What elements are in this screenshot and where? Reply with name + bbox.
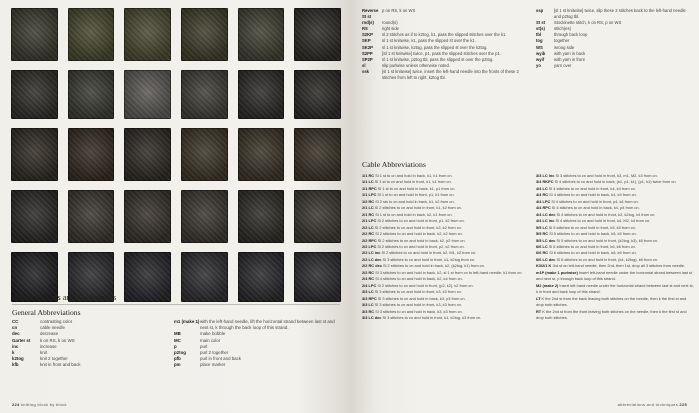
cable-definition: Sl 3 stitches to cn and hold in front, k3, k3 from cn. (374, 289, 462, 295)
abbreviation-term: ssk (362, 68, 369, 74)
running-title-left: knitting block by block (21, 402, 67, 407)
cable-entry (536, 283, 694, 296)
cable-definition: Sl 1 st to cn and hold in back, k1, k1 from cn. (375, 173, 453, 178)
cable-definition: Sl 4 stitches to cn and hold in front, k2, k2tog, k4 from cn. (556, 211, 656, 217)
knit-swatch-image (238, 190, 285, 243)
general-abbreviations-col2 (174, 319, 344, 369)
cable-term: 2/2 RC (362, 231, 376, 237)
cable-definition: K the 2nd st from the front leaving both stitches on the needle, then k the first st and drop both stitches. (536, 308, 687, 320)
cable-term: 4/4 LC inc (536, 218, 556, 224)
abbreviation-entry (362, 69, 522, 81)
abbreviation-term: cn (12, 325, 18, 331)
abbreviation-definition: right side (382, 26, 399, 32)
cable-term: 5/5 LC (536, 224, 549, 230)
knit-swatch-image (124, 70, 171, 119)
cable-term: 1/2 RC (362, 198, 376, 204)
cable-definition: 3rd st on left-hand needle, then 2nd, then 1st, drop all 3 stitches from needle. (552, 263, 686, 269)
cable-definition: Sl 6 stitches to cn and hold in front, (k4, k2tog), k6 from cn. (556, 256, 658, 262)
swatch-row (11, 70, 341, 119)
cable-definition: Sl 3 stitches to cn and hold in back, k3, p3 from cn. (377, 295, 466, 301)
abbreviation-definition: stitch(es) (554, 26, 571, 32)
knit-swatch-image (11, 190, 58, 243)
abbreviation-definition: [sl 1 st knitwise] twice, insert the left-hand needle into the fronts of these 2 stitches from left to right, k2tog tbl. (382, 68, 519, 81)
cable-term: 1/1 RPC (362, 185, 378, 191)
general-abbreviations-col1 (12, 319, 162, 369)
abbreviation-term: SP2P (362, 56, 373, 62)
cable-term: 3/3 RC (362, 308, 376, 314)
abbreviation-definition: through back loop (554, 32, 588, 38)
abbreviation-term: p2tog (174, 350, 186, 356)
cable-term: 3/4 RKPC (536, 179, 555, 185)
cable-definition: Sl 1 st to cn and hold in back, k2, k1 from cn. (375, 211, 453, 217)
abbreviation-entry (536, 8, 691, 20)
cable-term: 6/6 LC (536, 243, 549, 249)
abbreviation-definition: [sl 1 st knitwise] twice, slip these 2 stitches back to the left-hand needle and p2tog tbl. (554, 8, 686, 20)
cable-definition: Sl 2 stitches to cn and hold in back, k2, p2 from cn. (377, 237, 466, 243)
knit-swatch-image (238, 70, 285, 119)
cable-definition: Sl 1 st to cn and hold in front, k1, k1 from cn. (374, 179, 452, 185)
knit-swatch-image (124, 128, 171, 181)
abbreviation-term: S2PP (362, 50, 373, 56)
cable-definition: Sl 1 st to cn and hold in front, p1, k1 from cn. (377, 192, 455, 198)
knit-swatch-image (124, 8, 171, 61)
knit-swatch-image (181, 252, 228, 302)
cable-term: 4/4 RPC (536, 205, 552, 211)
cable-definition: Sl 2 stitches to cn and hold in front, k2, k2 from cn. (374, 224, 462, 230)
stitch-abbreviations-col1 (362, 8, 522, 81)
cable-definition: Sl 6 stitches to cn and hold in front, k6, k6 from cn. (548, 243, 636, 249)
abbreviation-term: yo (536, 62, 541, 68)
abbreviation-entry (174, 362, 344, 368)
abbreviation-term: wyif (536, 56, 545, 62)
cable-term: 2/1 RC (362, 211, 376, 217)
abbreviation-term: MB (174, 331, 181, 337)
left-footer (12, 402, 67, 407)
cable-definition: Sl 5 stitches to cn and hold in back, k5, k5 from cn. (549, 231, 637, 237)
abbreviation-term: ssp (536, 8, 544, 13)
cable-term: 2/2 LC inc (362, 250, 382, 256)
cable-definition: Sl 3 stitches to cn and hold in back, k3, k3 from cn. (375, 308, 463, 314)
abbreviation-definition: sl 1 st knitwise, k2tog, pass the slipped st over the k2tog. (382, 44, 488, 50)
cable-definition: Sl 4 stitches to cn and hold in front, k4, M2, k4 from cn. (555, 218, 651, 224)
right-page (350, 0, 699, 413)
cable-definition: Sl 4 stitches to cn and hold in front, p4, k4 from cn. (551, 198, 639, 204)
abbreviation-term: pfb (174, 356, 181, 362)
knit-swatch-image (238, 128, 285, 181)
cable-term: 1/1 LC (362, 179, 375, 185)
abbreviation-definition: k on RS, k on WS (40, 337, 75, 343)
swatch-row (11, 190, 341, 243)
cable-definition: Insert left-hand needle under the horizontal strand between last st and next st, p through back loop of this strand. (536, 269, 693, 282)
abbreviation-term: wyib (536, 50, 546, 56)
cable-definition: Sl 4 stitches to cn and hold in back, (k1, p1, k1), (p1, k1) twice from cn. (554, 179, 677, 185)
cable-definition: Sl 2 stitches to cn and hold in front, k2, M1, k2 from cn. (381, 250, 477, 256)
cable-definition: Sl 4 stitches to cn and hold in back, k4, p4 from cn. (551, 205, 640, 211)
cable-term: 2/2 RC (362, 269, 376, 275)
cable-definition: Sl 2 stitches to cn and hold in back, k2, k2 from cn. (375, 231, 463, 237)
knit-swatch-image (181, 128, 228, 181)
cable-definition: Sl 3 stitches to cn and hold in front, k1, k2tog, k3 from cn. (382, 314, 482, 320)
abbreviation-definition: p on RS, k on WS (382, 8, 416, 13)
cable-definition: Sl 4 stitches to cn and hold in back, k4, k4 from cn. (549, 192, 637, 198)
page-number-left: 224 (12, 402, 20, 407)
swatch-grid (11, 8, 341, 311)
cable-term: 4/4 RC (536, 192, 550, 198)
abbreviation-definition: make bobble (200, 331, 226, 337)
knit-swatch-image (11, 128, 58, 181)
cable-term: 2/2 LC (362, 224, 375, 230)
cable-definition: Sl 5 stitches to cn and hold in front, (k2tog, k3), k5 from cn. (556, 237, 658, 243)
running-title-right: abbreviations and techniques (617, 402, 678, 407)
abbreviation-term: Garter st (12, 337, 31, 343)
cable-definition: Sl 2 stitches to cn and hold in front, p1, k2 from cn. (377, 218, 465, 224)
cable-definition: Sl 4 stitches to cn and hold in front, k4, k4 from cn. (548, 185, 636, 191)
cable-term: 6/6 RC (536, 250, 550, 256)
cable-definition: Sl 4 stitches to cn and hold in back, k2, k4 from cn. (375, 276, 463, 282)
abbreviation-definition: with yarn in back (554, 50, 586, 56)
cable-term: 2/2 RPC (362, 237, 378, 243)
abbreviation-definition: purl (200, 343, 208, 349)
abbreviation-term: kfb (12, 362, 19, 368)
abbreviation-definition: sl 1 st knitwise, k1, pass the slipped st over the k1. (382, 38, 476, 44)
abbreviation-term: sl (362, 62, 366, 68)
abbreviation-definition: Stockinette stitch, k on RS, p on WS (554, 20, 622, 26)
cable-definition: Sl 3 stitches to cn and hold in back, k2, sl 1 st from cn to left-hand needle, k1 from cn. (375, 269, 523, 275)
cable-term: 4/4 LC dec (536, 211, 557, 217)
abbreviation-term: S2KP (362, 32, 373, 38)
cable-definition: Sl 6 stitches to cn and hold in back, k6, k6 from cn. (549, 250, 637, 256)
abbreviation-term: inc (12, 343, 19, 349)
knit-swatch-image (294, 190, 341, 243)
knit-swatch-image (11, 8, 58, 61)
abbreviation-definition: with the left-hand needle, lift the horizontal strand between last st and next st, k through the back loop of this strand. (200, 319, 335, 331)
abbreviation-definition: together (554, 38, 570, 44)
abbreviation-definition: yarn over (554, 62, 572, 68)
abbreviation-definition: increase (40, 343, 57, 349)
cable-definition: Sl 2 stitches to cn and hold in back, k2, (k2tog, k1) from cn. (382, 263, 485, 269)
abbreviation-definition: [Sl 1 st knitwise] twice, p1, pass the slipped stitches over the p1. (382, 50, 501, 56)
cable-term: 3/3 LC inc (536, 173, 556, 178)
abbreviation-term: tog (536, 38, 543, 44)
cable-definition: Sl 2 sts to cn and hold in back, k1, k2 from cn. (375, 198, 455, 204)
cable-term: 2/2 RC dec (362, 263, 383, 269)
knit-swatch-image (294, 252, 341, 302)
cable-definition: Sl 3 stitches to cn and hold in front, k1, k2tog from cn. (382, 256, 476, 262)
knit-swatch-image (68, 70, 115, 119)
cable-term: 3/3 LC (362, 289, 375, 295)
abbreviation-term: rnd(s) (362, 20, 374, 26)
cable-definition: Sl 3 stitches to cn and hold in front, k3, m1, M2, k3 from cn. (555, 173, 658, 178)
knit-swatch-image (294, 70, 341, 119)
swatch-row (11, 8, 341, 61)
knit-swatch-image (11, 70, 58, 119)
abbreviation-entry (536, 63, 691, 69)
abbreviation-term: SK2P (362, 44, 373, 50)
section-title: Abbreviations and Techniques (12, 292, 117, 302)
abbreviation-term: k (12, 350, 15, 356)
knit-swatch-image (238, 252, 285, 302)
knit-swatch-image (238, 8, 285, 61)
abbreviation-term: RS (362, 26, 368, 32)
subsection-title: General Abbreviations (12, 308, 81, 317)
abbreviation-definition: main color (200, 337, 221, 343)
knit-swatch-image (68, 128, 115, 181)
abbreviation-term: k2tog (12, 356, 24, 362)
knit-swatch-image (181, 8, 228, 61)
cable-abbreviations-title: Cable Abbreviations (362, 160, 426, 169)
abbreviation-definition: purl in front and back (200, 356, 242, 362)
abbreviation-term: tbl (536, 32, 542, 38)
cable-term: 3/3 RPC (362, 295, 378, 301)
abbreviation-term: m1 (make 1) (174, 319, 200, 324)
abbreviation-definition: round(s) (382, 20, 398, 26)
knit-swatch-image (124, 252, 171, 302)
abbreviation-definition: knit 2 together (40, 356, 68, 362)
knit-swatch-image (68, 190, 115, 243)
abbreviation-term: St st (536, 20, 546, 26)
cable-definition: Sl 5 stitches to cn and hold in front, k5, k5 from cn. (548, 224, 636, 230)
right-footer (618, 402, 687, 407)
cable-definition: Sl 1 st to cn and hold in back, k1, p1 from cn. (377, 185, 456, 191)
cable-term: 2/2 LC dec (362, 256, 383, 262)
abbreviation-term: MC (174, 337, 181, 343)
cable-abbreviations-col1 (362, 173, 524, 321)
abbreviation-term: p (174, 343, 177, 349)
knit-swatch-image (181, 190, 228, 243)
cable-term: M2 (make 2) (536, 282, 560, 288)
abbreviation-definition: with yarn in front (554, 56, 585, 62)
abbreviation-term: WS (536, 44, 543, 50)
cable-definition: Sl 3 stitches to cn and hold in front, k3, k3 from cn. (374, 302, 462, 308)
abbreviation-entry (362, 8, 522, 20)
cable-term: 2/4 RC (362, 276, 376, 282)
abbreviation-entry (174, 319, 344, 331)
cable-term: LT (536, 295, 542, 301)
cable-term: 2/1 LC (362, 205, 375, 211)
cable-term: 1/1 RC (362, 173, 376, 178)
abbreviation-term: Reverse St st (362, 8, 379, 20)
cable-entry (536, 309, 694, 322)
cable-definition: Sl 2 stitches to cn and hold in front, p2, k2 from cn. (377, 243, 465, 249)
abbreviation-definition: knit in front and back (40, 362, 81, 368)
section-divider (12, 304, 340, 305)
cable-term: 5/5 LC dec (536, 237, 557, 243)
abbreviation-definition: sl 2 stitches as if to k2tog, k1, pass the slipped stitches over the k1. (382, 32, 507, 38)
cable-entry (362, 315, 524, 321)
cable-term: 3/3 LC (362, 302, 375, 308)
cable-term: 2/1 LPC (362, 218, 378, 224)
stitch-abbreviations-col2 (536, 8, 691, 69)
knit-swatch-image (124, 190, 171, 243)
abbreviation-definition: purl 2 together (200, 350, 229, 356)
cable-entry (536, 270, 694, 283)
abbreviation-definition: cable needle (40, 325, 65, 331)
abbreviation-definition: wrong side (554, 44, 575, 50)
knit-swatch-image (68, 8, 115, 61)
cable-definition: Insert left-hand needle under the horizontal strand between last st and next st, k in front and back loop of this strand. (536, 282, 694, 295)
cable-term: 6/6 LC dec (536, 256, 557, 262)
abbreviation-definition: decrease (40, 331, 59, 337)
cable-term: RT (536, 308, 543, 314)
cable-term: 4/4 LC (536, 185, 549, 191)
page-number-right: 225 (679, 402, 687, 407)
cable-entry (536, 296, 694, 309)
cable-term: 2/4 LPC (362, 282, 378, 288)
abbreviation-definition: contrasting color (40, 319, 73, 324)
knit-swatch-image (294, 8, 341, 61)
abbreviation-term: dec (12, 331, 20, 337)
cable-definition: Sl 2 stitches to cn and hold in front, (p2, k2), k2 from cn. (377, 282, 474, 288)
abbreviation-term: CC (12, 319, 19, 324)
knit-swatch-image (181, 70, 228, 119)
abbreviation-entry (12, 362, 162, 368)
cable-term: 2/2 LPC (362, 243, 378, 249)
abbreviation-term: st(s) (536, 26, 545, 32)
abbreviation-definition: sl 1 st knitwise, p2tog tbl, pass the slipped st over the p2tog. (382, 56, 494, 62)
cable-term: 5/5 RC (536, 231, 550, 237)
cable-term: K3/2/1 K (536, 263, 553, 269)
cable-term: 3/3 LC dec (362, 314, 383, 320)
abbreviation-definition: slip purlwise unless otherwise noted. (382, 62, 450, 68)
abbreviation-definition: place marker (200, 362, 226, 368)
cable-abbreviations-col2 (536, 173, 694, 321)
abbreviation-definition: knit (40, 350, 47, 356)
cable-term: m1P (make 1 purlwise) (536, 269, 579, 275)
cable-term: 1/1 LPC (362, 192, 378, 198)
swatch-row (11, 128, 341, 181)
cable-definition: Sl 2 stitches to cn and hold in front, k1, k2 from cn. (374, 205, 462, 211)
abbreviation-term: SKP (362, 38, 371, 44)
abbreviation-term: pm (174, 362, 181, 368)
cable-term: 4/4 LPC (536, 198, 552, 204)
cable-definition: K the 2nd st from the back leaving both stitches on the needle, then k the first st and drop both stitches. (536, 295, 687, 308)
knit-swatch-image (294, 128, 341, 181)
